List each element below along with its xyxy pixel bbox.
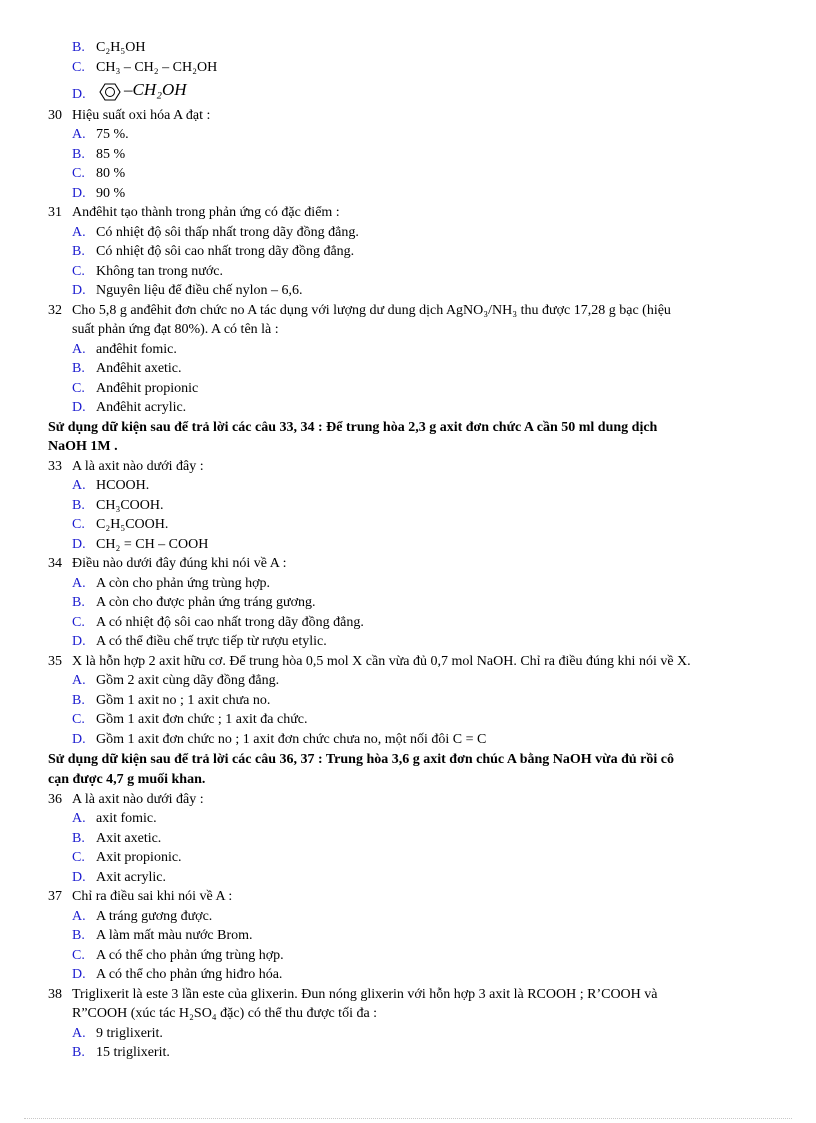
option-c: C. C₂H₅COOH.: [72, 517, 169, 532]
question-30: 30 Hiệu suất oxi hóa A đạt :: [48, 108, 211, 123]
question-35: 35 X là hỗn hợp 2 axit hữu cơ. Để trung hòa 0,5 mol X cần vừa đủ 0,7 mol NaOH. Chỉ ra điều đúng khi nói về X.: [48, 654, 691, 669]
question-32: 32 Cho 5,8 g anđêhit đơn chức no A tác dụng với lượng dư dung dịch AgNO₃/NH₃ thu được 17,28 g bạc (hiệu: [48, 303, 671, 318]
option-a: A. Gồm 2 axit cùng dãy đồng đẳng.: [72, 673, 280, 688]
option-d: D. Anđêhit acrylic.: [72, 400, 187, 415]
option-a: A. A tráng gương được.: [72, 909, 213, 924]
option-b: B. CH₃COOH.: [72, 498, 164, 513]
option-a: A. Có nhiệt độ sôi thấp nhất trong dãy đồng đẳng.: [72, 225, 359, 240]
option-c: C. Anđêhit propionic: [72, 381, 199, 396]
option-b: B. Gồm 1 axit no ; 1 axit chưa no.: [72, 693, 271, 708]
question-36: 36 A là axit nào dưới đây :: [48, 792, 204, 807]
option-c: C. 80 %: [72, 166, 126, 181]
section-intro-continued: cạn được 4,7 g muối khan.: [48, 772, 206, 787]
question-38-continued: R”COOH (xúc tác H₂SO₄ đặc) có thể thu được tối đa :: [72, 1006, 378, 1021]
option-b: B. C₂H₅OH: [72, 40, 146, 55]
option-c: C. A có nhiệt độ sôi cao nhất trong dãy đồng đẳng.: [72, 615, 364, 630]
option-b: B. 15 triglixerit.: [72, 1045, 170, 1060]
option-d: D. Axit acrylic.: [72, 870, 166, 885]
question-38: 38 Triglixerit là este 3 lần este của glixerin. Đun nóng glixerin với hỗn hợp 3 axit là RCOOH ; R’COOH và: [48, 987, 658, 1002]
option-c: C. CH₃ – CH₂ – CH₂OH: [72, 60, 218, 75]
option-b: B. Có nhiệt độ sôi cao nhất trong dãy đồng đẳng.: [72, 244, 355, 259]
option-c: C. Không tan trong nước.: [72, 264, 223, 279]
option-c: C. Gồm 1 axit đơn chức ; 1 axit đa chức.: [72, 712, 308, 727]
option-a: A. A còn cho phản ứng trùng hợp.: [72, 576, 271, 591]
section-intro-continued: NaOH 1M .: [48, 439, 118, 454]
question-34: 34 Điều nào dưới đây đúng khi nói về A :: [48, 556, 287, 571]
question-32-continued: suất phản ứng đạt 80%). A có tên là :: [72, 322, 279, 337]
option-b: B. Anđêhit axetic.: [72, 361, 182, 376]
option-d: D. CH₂ = CH – COOH: [72, 537, 209, 552]
option-d: D. Nguyên liệu để điều chế nylon – 6,6.: [72, 283, 303, 298]
option-b: B. Axit axetic.: [72, 831, 162, 846]
option-d: D. A có thể điều chế trực tiếp từ rượu etylic.: [72, 634, 327, 649]
option-b: B. A còn cho được phản ứng tráng gương.: [72, 595, 316, 610]
option-c: C. Axit propionic.: [72, 850, 182, 865]
option-a: A. 9 triglixerit.: [72, 1026, 163, 1041]
option-a: A. anđêhit fomic.: [72, 342, 177, 357]
option-a: A. 75 %.: [72, 127, 129, 142]
section-intro: Sử dụng dữ kiện sau để trả lời các câu 36, 37 : Trung hòa 3,6 g axit đơn chúc A bằng NaOH vừa đủ rồi cô: [48, 752, 674, 767]
page-divider: [24, 1118, 792, 1119]
section-intro: Sử dụng dữ kiện sau để trả lời các câu 33, 34 : Để trung hòa 2,3 g axit đơn chức A cần 50 ml dung dịch: [48, 420, 658, 435]
option-d: D. Gồm 1 axit đơn chức no ; 1 axit đơn chức chưa no, một nối đôi C = C: [72, 732, 487, 747]
option-a: A. HCOOH.: [72, 478, 150, 493]
question-31: 31 Anđêhit tạo thành trong phản ứng có đặc điểm :: [48, 205, 340, 220]
option-c: C. A có thể cho phản ứng trùng hợp.: [72, 948, 284, 963]
question-33: 33 A là axit nào dưới đây :: [48, 459, 204, 474]
option-d: D. 90 %: [72, 186, 126, 201]
option-d: D. –CH₂OH: [72, 80, 187, 102]
benzene-ring-icon: [96, 82, 124, 102]
option-d: D. A có thể cho phản ứng hiđro hóa.: [72, 967, 283, 982]
option-a: A. axit fomic.: [72, 811, 157, 826]
question-37: 37 Chỉ ra điều sai khi nói về A :: [48, 889, 233, 904]
option-b: B. A làm mất màu nước Brom.: [72, 928, 253, 943]
option-b: B. 85 %: [72, 147, 126, 162]
